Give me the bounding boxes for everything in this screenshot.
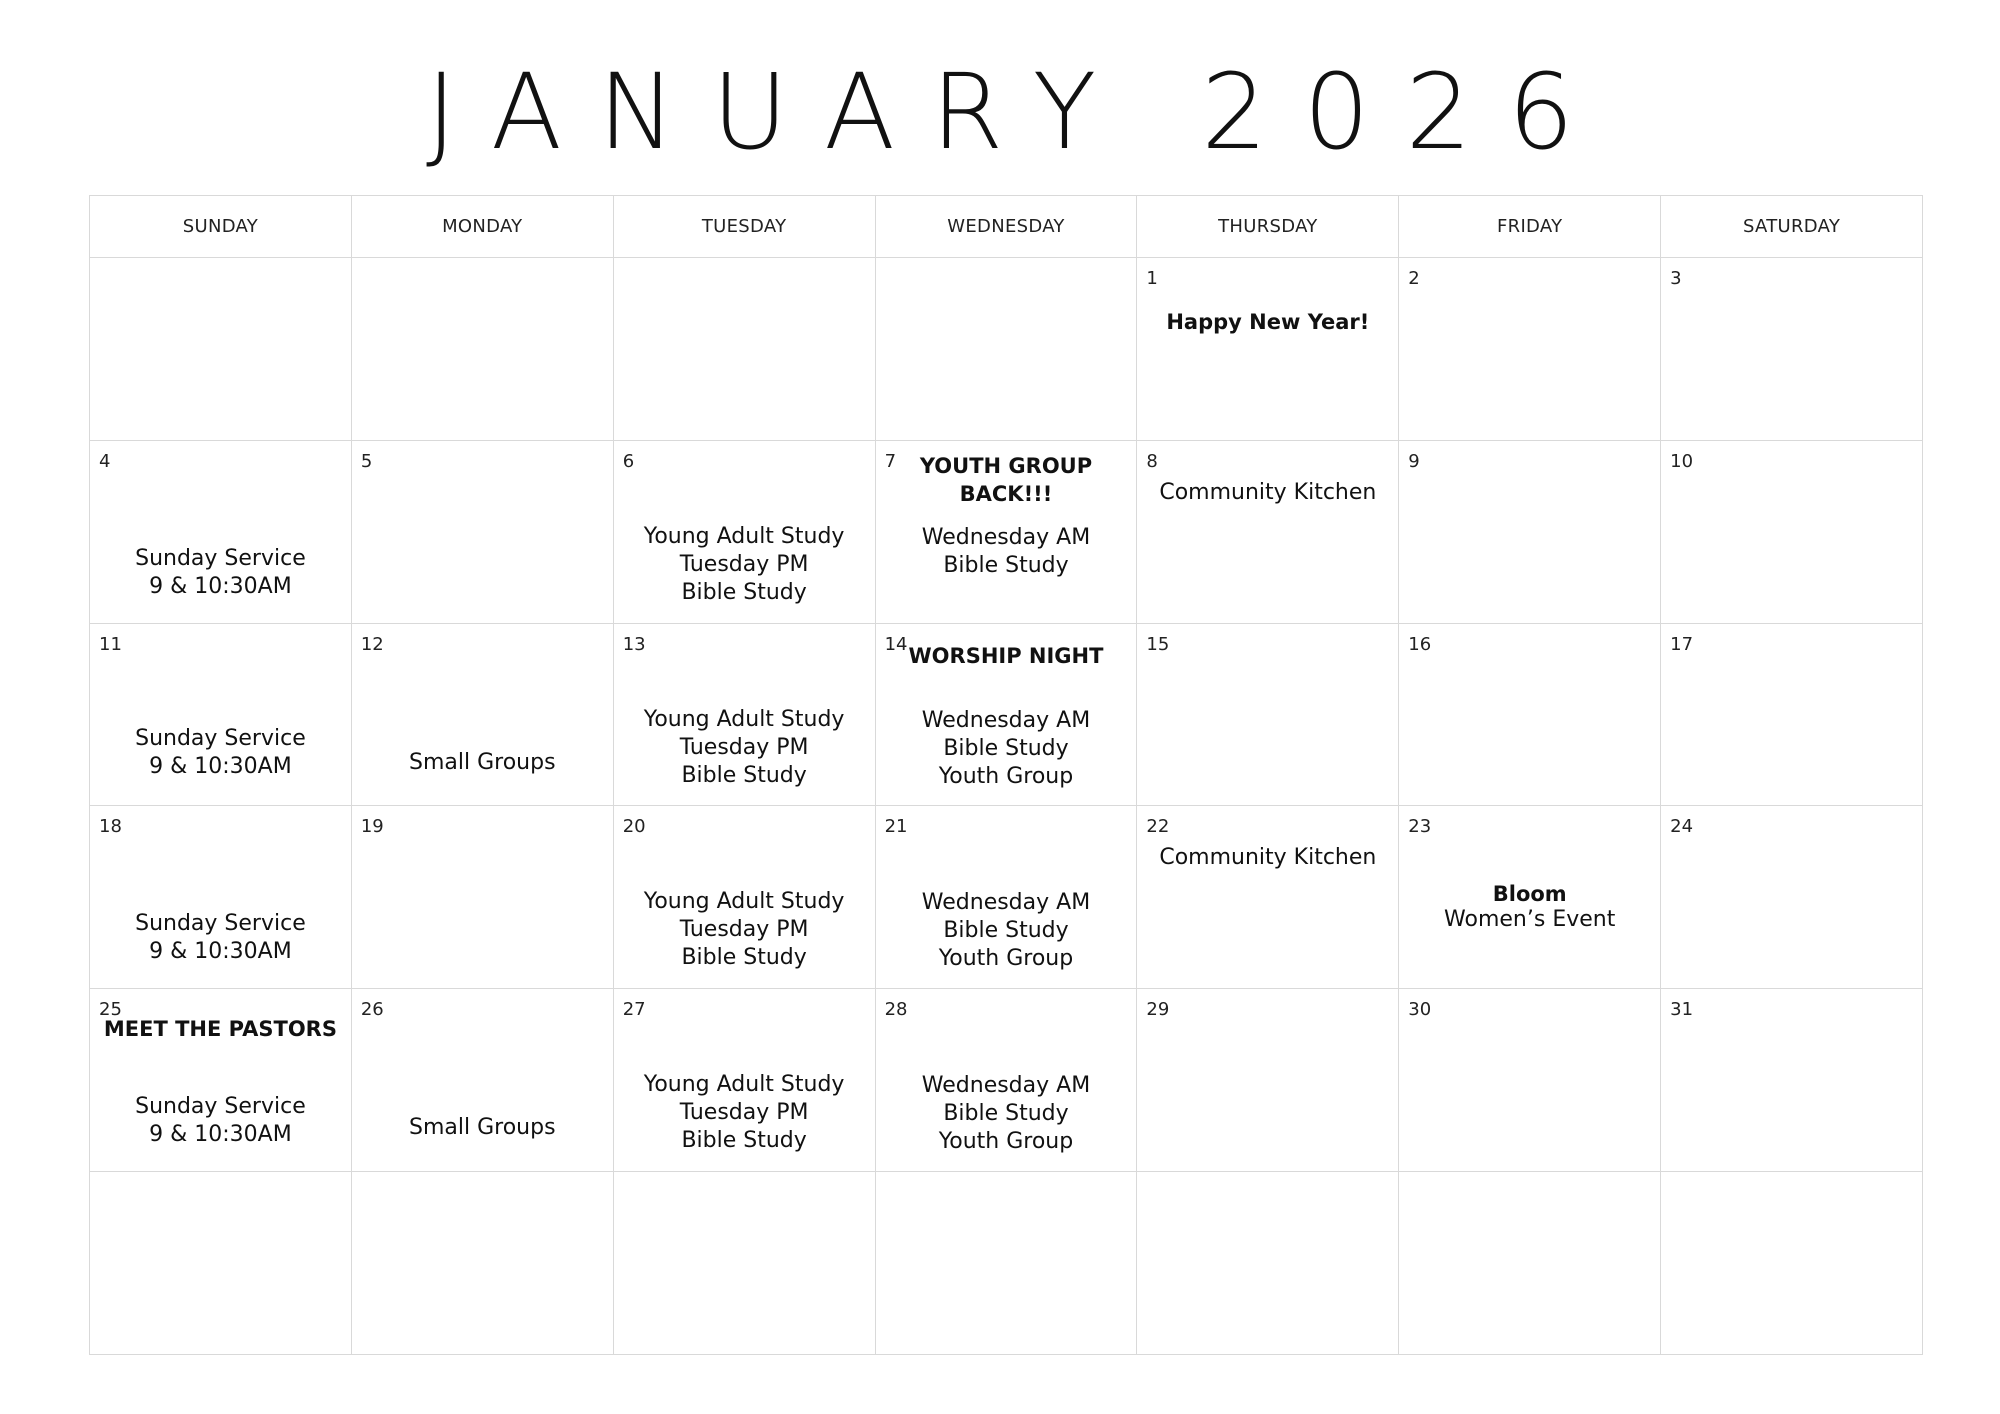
event-text — [90, 910, 351, 966]
day-number: 7 — [884, 450, 897, 472]
empty-day-cell[interactable] — [1137, 1172, 1399, 1355]
event-line: Sunday Service — [135, 545, 306, 571]
event-line: Young Adult Study — [643, 889, 845, 915]
day-number: 21 — [884, 816, 908, 838]
event-text — [1399, 906, 1660, 934]
day-number: 19 — [360, 816, 384, 838]
event-line: Bible Study — [943, 918, 1069, 944]
event-line: Sunday Service — [135, 911, 306, 937]
day-number: 10 — [1670, 450, 1694, 472]
empty-day-cell[interactable] — [352, 258, 614, 441]
event-text — [614, 888, 875, 972]
event-line: WORSHIP NIGHT — [908, 643, 1104, 668]
event-line: Youth Group — [938, 946, 1074, 972]
event-line: Bible Study — [943, 1101, 1069, 1127]
day-number: 15 — [1146, 633, 1170, 655]
event-line: Bible Study — [943, 552, 1069, 578]
empty-day-cell[interactable] — [90, 1172, 352, 1355]
event-text — [614, 1071, 875, 1155]
day-number: 24 — [1670, 816, 1694, 838]
empty-day-cell[interactable] — [876, 1172, 1138, 1355]
event-highlight — [876, 642, 1137, 670]
day-number: 6 — [622, 450, 635, 472]
event-text — [614, 523, 875, 607]
empty-day-cell[interactable] — [876, 258, 1138, 441]
day-cell-14[interactable] — [876, 624, 1138, 807]
day-number: 23 — [1408, 816, 1432, 838]
weekday-header-saturday: SATURDAY — [1661, 196, 1923, 258]
event-line: Bible Study — [681, 1128, 807, 1154]
empty-day-cell[interactable] — [614, 258, 876, 441]
day-cell-12[interactable] — [352, 624, 614, 807]
day-number: 4 — [99, 450, 111, 472]
day-number: 8 — [1146, 450, 1158, 472]
event-line: Youth Group — [938, 1129, 1074, 1155]
day-cell-13[interactable] — [614, 624, 876, 807]
event-text — [352, 749, 613, 777]
day-number: 11 — [99, 633, 122, 655]
day-cell-16[interactable] — [1399, 624, 1661, 807]
day-number: 31 — [1670, 999, 1694, 1021]
day-cell-15[interactable] — [1137, 624, 1399, 807]
day-number: 12 — [360, 633, 384, 655]
day-cell-23[interactable] — [1399, 806, 1661, 989]
event-line: Sunday Service — [135, 725, 306, 751]
event-line: Young Adult Study — [643, 1072, 845, 1098]
day-cell-24[interactable] — [1661, 806, 1923, 989]
day-cell-20[interactable] — [614, 806, 876, 989]
event-line: Bloom — [1492, 882, 1567, 907]
event-text — [1137, 844, 1398, 872]
day-cell-9[interactable] — [1399, 441, 1661, 624]
event-text — [876, 889, 1137, 973]
weekday-header-monday: MONDAY — [352, 196, 614, 258]
event-line: Small Groups — [409, 1115, 556, 1141]
weekday-header-thursday: THURSDAY — [1137, 196, 1399, 258]
day-cell-5[interactable] — [352, 441, 614, 624]
event-line: Bible Study — [681, 762, 807, 788]
weekday-header-tuesday: TUESDAY — [614, 196, 876, 258]
event-line: MEET THE PASTORS — [103, 1017, 337, 1042]
event-line: Bible Study — [943, 735, 1069, 761]
day-number: 18 — [99, 816, 122, 838]
page-title: JANUARY 2026 — [426, 51, 1610, 173]
day-number: 17 — [1670, 633, 1694, 655]
event-line: Women’s Event — [1444, 907, 1616, 933]
day-cell-2[interactable] — [1399, 258, 1661, 441]
day-cell-29[interactable] — [1137, 989, 1399, 1172]
event-line: Tuesday PM — [679, 1100, 809, 1126]
day-cell-22[interactable] — [1137, 806, 1399, 989]
event-text — [90, 545, 351, 601]
event-text — [90, 725, 351, 781]
event-line: 9 & 10:30AM — [149, 1122, 292, 1148]
day-cell-27[interactable] — [614, 989, 876, 1172]
event-text — [614, 706, 875, 790]
calendar-grid — [89, 195, 1923, 1355]
event-line: YOUTH GROUP — [919, 453, 1093, 478]
empty-day-cell[interactable] — [614, 1172, 876, 1355]
event-line: Tuesday PM — [679, 917, 809, 943]
event-highlight — [1399, 880, 1660, 908]
day-number: 5 — [360, 450, 373, 472]
event-line: 9 & 10:30AM — [149, 753, 292, 779]
day-cell-17[interactable] — [1661, 624, 1923, 807]
day-cell-1[interactable] — [1137, 258, 1399, 441]
day-cell-8[interactable] — [1137, 441, 1399, 624]
event-line: Wednesday AM — [921, 707, 1091, 733]
event-line: Community Kitchen — [1159, 845, 1377, 871]
day-cell-30[interactable] — [1399, 989, 1661, 1172]
day-cell-18[interactable] — [90, 806, 352, 989]
day-number: 27 — [622, 999, 646, 1021]
event-line: Tuesday PM — [679, 734, 809, 760]
day-cell-3[interactable] — [1661, 258, 1923, 441]
day-cell-7[interactable] — [876, 441, 1138, 624]
day-cell-28[interactable] — [876, 989, 1138, 1172]
day-cell-11[interactable] — [90, 624, 352, 807]
event-highlight — [1137, 308, 1398, 336]
event-line: Tuesday PM — [679, 551, 809, 577]
event-line: BACK!!! — [959, 481, 1053, 506]
day-cell-25[interactable] — [90, 989, 352, 1172]
empty-day-cell[interactable] — [90, 258, 352, 441]
day-number: 28 — [884, 999, 908, 1021]
day-number: 30 — [1408, 999, 1432, 1021]
event-text — [90, 1093, 351, 1149]
day-number: 16 — [1408, 633, 1432, 655]
event-line: Youth Group — [938, 763, 1074, 789]
event-text — [352, 1114, 613, 1142]
day-number: 20 — [622, 816, 646, 838]
event-line: Wednesday AM — [921, 890, 1091, 916]
day-cell-4[interactable] — [90, 441, 352, 624]
weekday-header-friday: FRIDAY — [1399, 196, 1661, 258]
event-line: Community Kitchen — [1159, 479, 1377, 505]
event-line: Wednesday AM — [921, 524, 1091, 550]
event-highlight — [90, 1015, 351, 1043]
event-text — [1137, 479, 1398, 507]
day-cell-6[interactable] — [614, 441, 876, 624]
day-number: 1 — [1146, 268, 1158, 289]
empty-day-cell[interactable] — [1661, 1172, 1923, 1355]
day-number: 26 — [360, 999, 384, 1021]
day-number: 2 — [1408, 268, 1420, 289]
day-number: 3 — [1670, 268, 1682, 289]
event-line: 9 & 10:30AM — [149, 573, 292, 599]
day-cell-19[interactable] — [352, 806, 614, 989]
event-text — [876, 524, 1137, 580]
event-line: Sunday Service — [135, 1094, 306, 1120]
event-line: 9 & 10:30AM — [149, 939, 292, 965]
event-line: Small Groups — [409, 749, 556, 775]
day-number: 9 — [1408, 450, 1420, 472]
event-line: Young Adult Study — [643, 706, 845, 732]
day-number: 22 — [1146, 816, 1170, 838]
day-number: 29 — [1146, 999, 1170, 1021]
day-number: 14 — [884, 633, 908, 655]
day-number: 13 — [622, 633, 646, 655]
day-cell-26[interactable] — [352, 989, 614, 1172]
event-text — [876, 1072, 1137, 1156]
event-line: Bible Study — [681, 579, 807, 605]
event-line: Happy New Year! — [1166, 310, 1370, 334]
weekday-header-sunday: SUNDAY — [90, 196, 352, 258]
event-line: Young Adult Study — [643, 523, 845, 549]
day-number: 25 — [99, 999, 122, 1021]
day-cell-21[interactable] — [876, 806, 1138, 989]
empty-day-cell[interactable] — [352, 1172, 614, 1355]
event-text — [876, 707, 1137, 791]
event-line: Wednesday AM — [921, 1073, 1091, 1099]
weekday-header-wednesday: WEDNESDAY — [876, 196, 1138, 258]
event-line: Bible Study — [681, 945, 807, 971]
event-highlight — [876, 452, 1137, 508]
day-cell-31[interactable] — [1661, 989, 1923, 1172]
day-cell-10[interactable] — [1661, 441, 1923, 624]
empty-day-cell[interactable] — [1399, 1172, 1661, 1355]
